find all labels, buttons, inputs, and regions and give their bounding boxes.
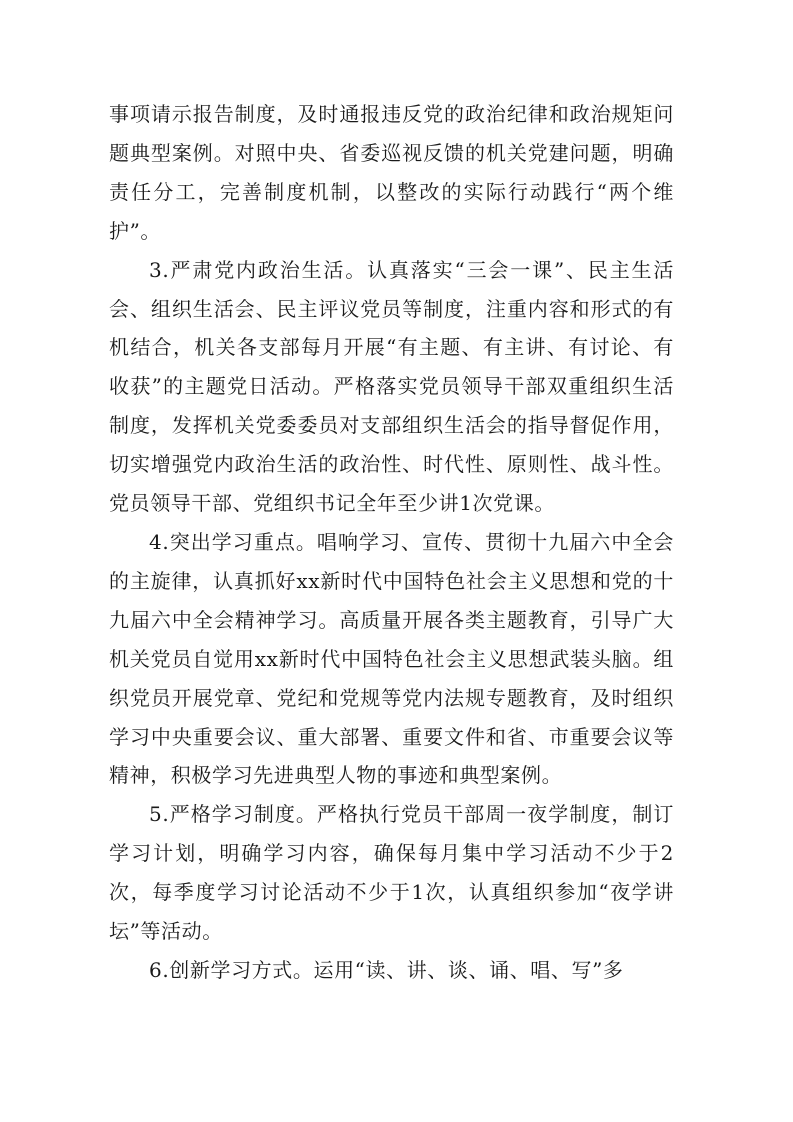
paragraph-item-3: 3.严肃党内政治生活。认真落实“三会一课”、民主生活会、组织生活会、民主评议党员等制度，注重内容和形式的有机结合，机关各支部每月开展“有主题、有主讲、有讨论、有收获”的主题党日活动。严格落实党员领导干部双重组织生活制度，发挥机关党委委员对支部组织生活会的指导督促作用，切实增强党内政治生活的政治性、时代性、原则性、战斗性。党员领导干部、党组织书记全年至少讲1次党课。 <box>109 257 674 516</box>
paragraph-item-6: 6.创新学习方式。运用“读、讲、谈、诵、唱、写”多 <box>149 957 624 982</box>
paragraph-item-5: 5.严格学习制度。严格执行党员干部周一夜学制度，制订学习计划，明确学习内容，确保每月集中学习活动不少于2次，每季度学习讨论活动不少于1次，认真组织参加“夜学讲坛”等活动。 <box>109 802 674 944</box>
document-page <box>109 95 674 990</box>
paragraph-continuation: 事项请示报告制度，及时通报违反党的政治纪律和政治规矩问题典型案例。对照中央、省委巡视反馈的机关党建问题，明确责任分工，完善制度机制，以整改的实际行动践行“两个维护”。 <box>109 102 674 243</box>
paragraph-item-4: 4.突出学习重点。唱响学习、宣传、贯彻十九届六中全会的主旋律，认真抓好xx新时代中国特色社会主义思想和党的十九届六中全会精神学习。高质量开展各类主题教育，引导广大机关党员自觉用xx新时代中国特色社会主义思想武装头脑。组织党员开展党章、党纪和党规等党内法规专题教育，及时组织学习中央重要会议、重大部署、重要文件和省、市重要会议等精神，积极学习先进典型人物的事迹和典型案例。 <box>109 529 674 788</box>
